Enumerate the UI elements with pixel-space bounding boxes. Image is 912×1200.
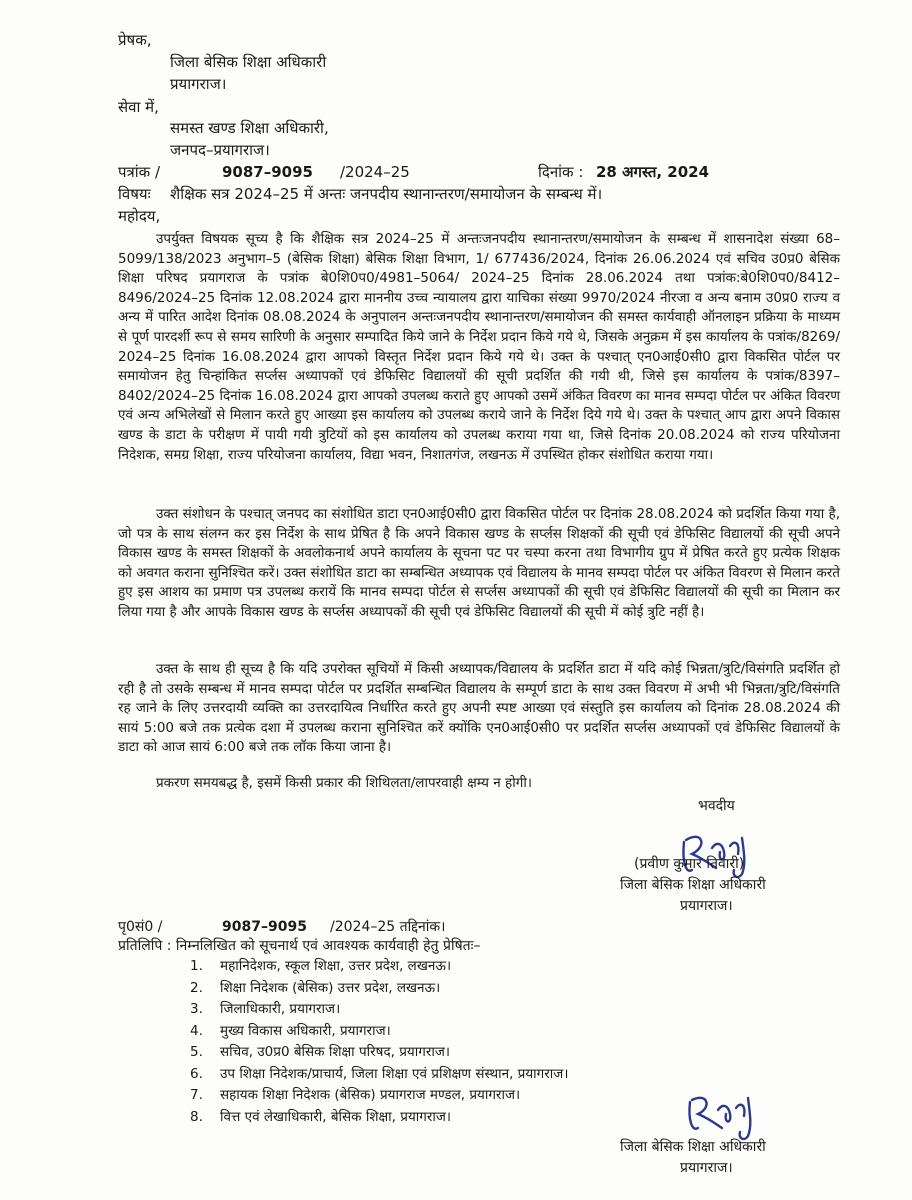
copy-recipient-list <box>190 956 568 1128</box>
sender-place: प्रयागराज। <box>170 75 227 93</box>
list-item: 2. शिक्षा निदेशक (बेसिक) उत्तर प्रदेश, लखनऊ। <box>190 979 441 996</box>
list-item: 5. सचिव, उ0प्र0 बेसिक शिक्षा परिषद, प्रयागराज। <box>190 1044 450 1060</box>
body-paragraph-1: उपर्युक्त विषयक सूच्य है कि शैक्षिक सत्र 2024–25 में अन्तःजनपदीय स्थानान्तरण/समायोजन के सम्बन्ध में शासनादेश संख्या 68–5099/138/2023 अनुभाग–5 (बेसिक शिक्षा) बेसिक शिक्षा विभाग, 1/ 677436/2024, दिनांक 26.06.2024 एवं सचिव उ0प्र0 बेसिक शिक्षा परिषद प्रयागराज के पत्रांक बे0शि0प0/4981–5064/ 2024–25 दिनांक 28.06.2024 तथा पत्रांक:बे0शि0प0/8412–8496/2024–25 दिनांक 12.08.2024 द्वारा माननीय उच्च न्यायालय द्वारा याचिका संख्या 9970/2024 नीरजा व अन्य बनाम उ0प्र0 राज्य व अन्य में पारित आदेश दिनांक 08.08.2024 के अनुपालन अन्तःजनपदीय स्थानान्तरण/समायोजन की समस्त कार्यवाही ऑनलाइन प्रक्रिया के माध्यम से पूर्ण पारदर्शी रूप से समय सारिणी के अनुसार सम्पादित किये जाने के निर्देश प्रदान किये गये थे, जिसके अनुक्रम में इस कार्यालय के पत्रांक/8269/ 2024–25 दिनांक 16.08.2024 द्वारा आपको विस्तृत निर्देश प्रदान किये गये थे। उक्त के पश्चात् एन0आई0सी0 द्वारा विकसित पोर्टल पर समायोजन हेतु चिन्हांकित सर्प्लस अध्यापकों एवं डेफिसिट विद्यालयों की सूची प्रदर्शित की गयी थी, जिसे इस कार्यालय के पत्रांक/8397–8402/2024–25 दिनांक 16.08.2024 द्वारा आपको उपलब्ध कराते हुए आपको उसमें अंकित विवरण का मानव सम्पदा पोर्टल पर अंकित विवरण एवं अन्य अभिलेखों से मिलान करते हुए आख्या इस कार्यालय को उपलब्ध कराये जाने के निर्देश दिये गये थे। उक्त के पश्चात् आप द्वारा अपने विकास खण्ड के डाटा के परीक्षण में पायी गयी त्रुटियों को इस कार्यालय को उपलब्ध कराया गया था, जिसे दिनांक 20.08.2024 को राज्य परियोजना निदेशक, समग्र शिक्षा, राज्य परियोजना कार्यालय, विद्या भवन, निशातगंज, लखनऊ में उपस्थित होकर संशोधित कराया गया। <box>118 231 840 463</box>
letter-number: 9087–9095 <box>222 163 313 181</box>
subject-text: शैक्षिक सत्र 2024–25 में अन्तः जनपदीय स्थानान्तरण/समायोजन के सम्बन्ध में। <box>170 185 603 203</box>
copy-ref-number: 9087–9095 <box>222 919 307 935</box>
salutation: महोदय, <box>118 207 161 225</box>
copy-ref-label: पृ0सं0 / <box>118 919 163 935</box>
list-item: 4. मुख्य विकास अधिकारी, प्रयागराज। <box>190 1022 391 1039</box>
recipient-place: जनपद–प्रयागराज। <box>170 141 270 159</box>
body-paragraph-4: प्रकरण समयबद्ध है, इसमें किसी प्रकार की शिथिलता/लापरवाही क्षम्य न होगी। <box>156 775 532 791</box>
list-item: 7. सहायक शिक्षा निदेशक (बेसिक) प्रयागराज मण्डल, प्रयागराज। <box>190 1087 521 1103</box>
footer-place: प्रयागराज। <box>680 1160 733 1176</box>
copy-intro: प्रतिलिपि : निम्नलिखित को सूचनार्थ एवं आवश्यक कार्यवाही हेतु प्रेषितः– <box>118 938 481 954</box>
sender-designation: जिला बेसिक शिक्षा अधिकारी <box>170 53 327 71</box>
patrank-label: पत्रांक / <box>118 163 161 181</box>
officer-place: प्रयागराज। <box>680 898 733 914</box>
closing-bhavdiya: भवदीय <box>698 798 735 814</box>
body-paragraph-3: उक्त के साथ ही सूच्य है कि यदि उपरोक्त सूचियों में किसी अध्यापक/विद्यालय के प्रदर्शित डाटा में यदि कोई भिन्नता/त्रुटि/विसंगति प्रदर्शित हो रही है तो उसके सम्बन्ध में मानव सम्पदा पोर्टल पर प्रदर्शित सम्बन्धित विद्यालय के सम्पूर्ण डाटा के साथ उक्त विवरण में अभी भी भिन्नता/त्रुटि/विसंगति रह जाने के लिए उत्तरदायी व्यक्ति का उत्तरदायित्व निर्धारित करते हुए अपनी स्पष्ट आख्या एवं संस्तुति इस कार्यालय को दिनांक 28.08.2024 की सायं 5:00 बजे तक प्रत्येक दशा में उपलब्ध कराना सुनिश्चित करें क्योंकि एन0आई0सी0 पर प्रदर्शित सर्प्लस अध्यापकों एवं डेफिसिट विद्यालयों के डाटा को आज सायं 6:00 बजे तक लॉक किया जाना है। <box>118 661 840 756</box>
letter-date: 28 अगस्त, 2024 <box>596 163 710 181</box>
list-item: 3. जिलाधिकारी, प्रयागराज। <box>190 1001 341 1017</box>
body-paragraph-2: उक्त संशोधन के पश्चात् जनपद का संशोधित डाटा एन0आई0सी0 द्वारा विकसित पोर्टल पर दिनांक 28.08.2024 को प्रदर्शित किया गया है, जो पत्र के साथ संलग्न कर इस निर्देश के साथ प्रेषित है कि अपने विकास खण्ड के सर्प्लस शिक्षकों की सूची एवं डेफिसिट विद्यालयों की सूची अपने विकास खण्ड के समस्त शिक्षकों के अवलोकनार्थ अपने कार्यालय के सूचना पट पर चस्पा करना तथा विभागीय ग्रुप में प्रेषित करते हुए प्रत्येक शिक्षक को अवगत कराना सुनिश्चित करें। उक्त संशोधित डाटा का सम्बन्धित अध्यापक एवं विद्यालय के मानव सम्पदा पोर्टल पर अंकित विवरण से मिलान करते हुए इस आशय का प्रमाण पत्र उपलब्ध करायें कि मानव सम्पदा पोर्टल से सर्प्लस अध्यापकों की सूची एवं डेफिसिट विद्यालयों की सूची का मिलान कर लिया गया है और आपके विकास खण्ड के सर्प्लस अध्यापकों की सूची एवं डेफिसिट विद्यालयों की सूची में कोई त्रुटि नहीं है। <box>118 506 840 620</box>
recipient-designation: समस्त खण्ड शिक्षा अधिकारी, <box>170 119 329 137</box>
footer-designation: जिला बेसिक शिक्षा अधिकारी <box>620 1139 766 1155</box>
to-label: सेवा में, <box>118 98 159 116</box>
list-item: 8. वित्त एवं लेखाधिकारी, बेसिक शिक्षा, प्रयागराज। <box>190 1108 452 1125</box>
date-label: दिनांक : <box>538 163 584 181</box>
sender-label: प्रेषक, <box>118 31 152 49</box>
officer-designation: जिला बेसिक शिक्षा अधिकारी <box>620 877 766 893</box>
list-item: 1. महानिदेशक, स्कूल शिक्षा, उत्तर प्रदेश, लखनऊ। <box>190 958 452 974</box>
letter-year: /2024–25 <box>340 163 410 181</box>
copy-ref-suffix: /2024–25 तद्दिनांक। <box>330 919 446 935</box>
list-item: 6. उप शिक्षा निदेशक/प्राचार्य, जिला शिक्षा एवं प्रशिक्षण संस्थान, प्रयागराज। <box>190 1065 569 1082</box>
subject-label: विषयः <box>118 185 151 203</box>
officer-signature-2 <box>680 1086 790 1146</box>
officer-name: (प्रवीण कुमार तिवारी) <box>634 856 745 872</box>
